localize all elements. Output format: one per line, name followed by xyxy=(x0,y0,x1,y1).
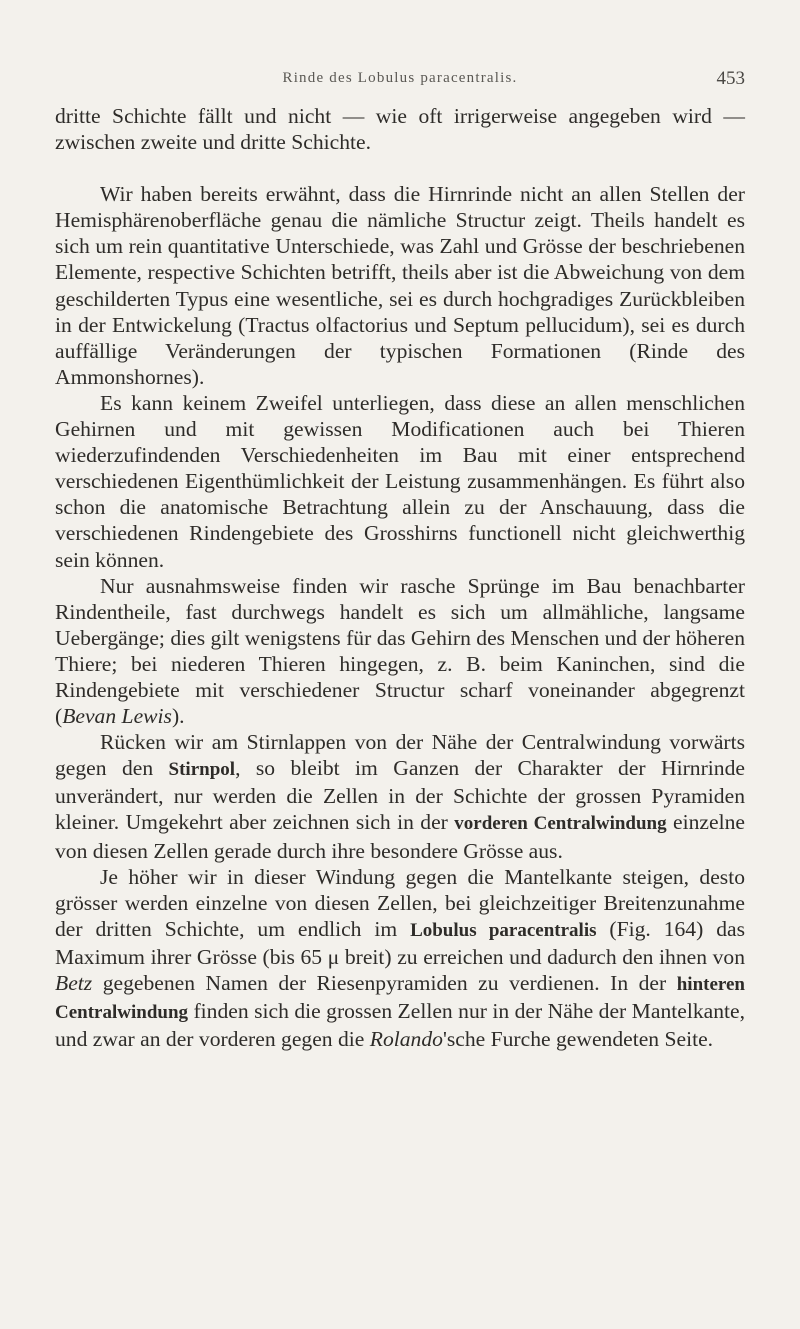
paragraph-6-text-5: 'sche Furche gewendeten Seite. xyxy=(442,1027,714,1052)
paragraph-4 xyxy=(55,573,745,730)
body-text xyxy=(55,103,745,1052)
paragraph-5-text-3: einzelne von diesen Zellen gerade durch ihre besondere Grösse aus. xyxy=(55,810,745,863)
page-header xyxy=(0,68,800,94)
paragraph-1: dritte Schichte fällt und nicht — wie oft irrigerweise angegeben wird — zwischen zweite und dritte Schichte. xyxy=(55,104,745,155)
paragraph-6-text-3: gegebenen Namen der Riesenpyramiden zu verdienen. In der xyxy=(92,971,677,995)
paragraph-5 xyxy=(55,729,745,863)
paragraph-6-text-2: (Fig. 164) das Maximum ihrer Grösse (bis 65 μ breit) zu erreichen und dadurch den ihnen von xyxy=(55,916,745,969)
paragraph-4-end: ). xyxy=(171,704,185,729)
paragraph-6-text-4: finden sich die grossen Zellen nur in der Nähe der Mantelkante, und zwar an der vorderen gegen die xyxy=(55,999,745,1052)
running-title: Rinde des Lobulus paracentralis. xyxy=(282,70,518,86)
citation-rolando: Rolando xyxy=(369,1027,443,1052)
paragraph-6 xyxy=(55,864,745,1053)
paragraph-5-text-1: Rücken wir am Stirnlappen von der Nähe der Centralwindung vorwärts gegen den xyxy=(55,730,745,781)
paragraph-3: Es kann keinem Zweifel unterliegen, dass diese an allen menschlichen Gehirnen und mit gewissen Modificationen auch bei Thieren wiederzufindenden Verschiedenheiten im Bau mit einer entsprechend verschiedenen Eigenthümlichkeit der Leistung zusammenhängen. Es führt also schon die anatomische Betrachtung allein zu der Anschauung, dass die verschiedenen Rindengebiete des Grosshirns functionell nicht gleichwerthig sein können. xyxy=(55,390,745,572)
citation-bevan-lewis: Bevan Lewis xyxy=(62,704,172,729)
paragraph-5-text-2: , so bleibt im Ganzen der Charakter der Hirnrinde unverändert, nur werden die Zellen in der Schichte der grossen Pyramiden kleiner. Umgekehrt aber zeichnen sich in der xyxy=(55,756,745,835)
term-vordere-centralwindung: vorderen Centralwindung xyxy=(454,813,667,835)
page-number: 453 xyxy=(716,68,745,89)
paragraph-4-text: Nur ausnahmsweise finden wir rasche Sprünge im Bau benachbarter Rindentheile, fast durchwegs handelt es sich um allmähliche, langsame Uebergänge; dies gilt wenigstens für das Gehirn des Menschen und der höheren Thiere; bei niederen Thieren hingegen, z. B. beim Kaninchen, sind die Rindengebiete mit verschiedener Structur scharf voneinander abgegrenzt ( xyxy=(55,573,745,729)
citation-betz: Betz xyxy=(55,971,93,995)
term-stirnpol: Stirnpol xyxy=(168,759,236,781)
term-hintere-centralwindung: hinteren Centralwindung xyxy=(55,974,745,1024)
term-lobulus-paracentralis: Lobulus paracentralis xyxy=(410,919,597,941)
paragraph-2: Wir haben bereits erwähnt, dass die Hirnrinde nicht an allen Stellen der Hemisphärenoberfläche genau die nämliche Structur zeigt. Theils handelt es sich um rein quantitative Unterschiede, was Zahl und Grösse der beschriebenen Elemente, respective Schichten betrifft, theils aber ist die Abweichung von dem geschilderten Typus eine wesentliche, sei es durch hochgradiges Zurückbleiben in der Entwickelung (Tractus olfactorius und Septum pellucidum), sei es durch auffällige Veränderungen der typischen Formationen (Rinde des Ammonshornes). xyxy=(55,182,745,389)
paragraph-6-text-1: Je höher wir in dieser Windung gegen die Mantelkante steigen, desto grösser werden einzelne von diesen Zellen, bei gleichzeitiger Breitenzunahme der dritten Schichte, um endlich im xyxy=(55,864,745,941)
